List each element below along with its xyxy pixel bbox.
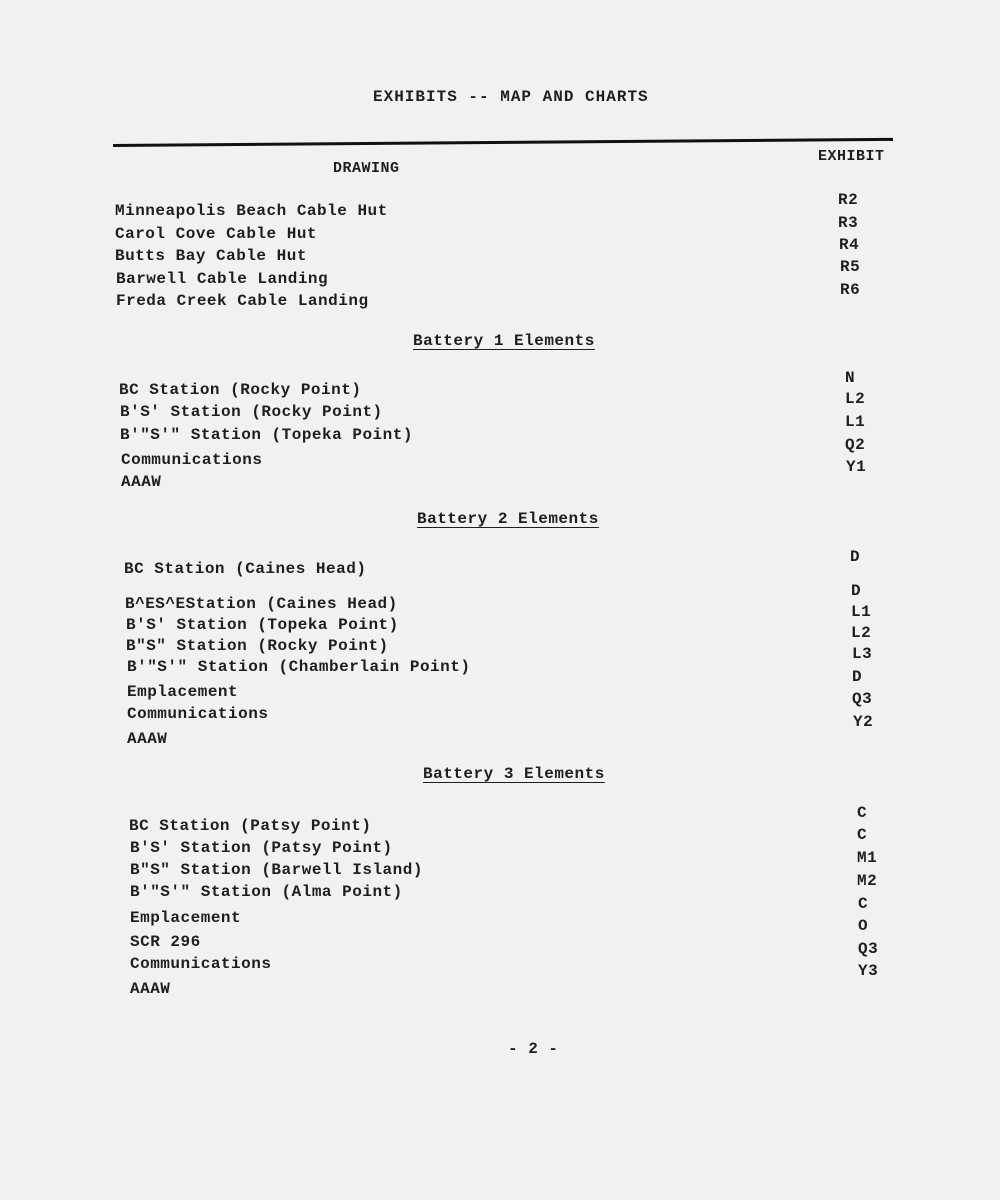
drawing-item: Minneapolis Beach Cable Hut [115, 202, 388, 220]
drawing-item: B'"S'" Station (Chamberlain Point) [127, 658, 471, 676]
exhibit-code: Y3 [858, 962, 879, 980]
drawing-item: B'S' Station (Topeka Point) [126, 616, 399, 634]
drawing-item: BC Station (Caines Head) [124, 560, 367, 578]
exhibit-code: Q3 [852, 690, 873, 708]
drawing-item: AAAW [121, 473, 162, 491]
drawing-item: B"S" Station (Rocky Point) [126, 637, 389, 655]
exhibit-code: L2 [851, 624, 872, 642]
exhibit-code: Q2 [845, 436, 866, 454]
drawing-item: B'S' Station (Rocky Point) [120, 403, 383, 421]
header-rule [113, 138, 893, 147]
drawing-item: BC Station (Rocky Point) [119, 381, 362, 399]
battery-2-heading: Battery 2 Elements [417, 510, 599, 528]
exhibit-code: L1 [845, 413, 866, 431]
exhibit-code: D [851, 582, 862, 600]
drawing-item: B"S" Station (Barwell Island) [130, 861, 423, 879]
drawing-item: Freda Creek Cable Landing [116, 292, 369, 310]
exhibit-code: L1 [851, 603, 872, 621]
exhibit-code: L2 [845, 390, 866, 408]
drawing-item: B'"S'" Station (Topeka Point) [120, 426, 413, 444]
drawing-item: AAAW [127, 730, 168, 748]
drawing-item: B'"S'" Station (Alma Point) [130, 883, 403, 901]
exhibit-code: R6 [840, 281, 861, 299]
drawing-item: Communications [127, 705, 269, 723]
drawing-item: BC Station (Patsy Point) [129, 817, 372, 835]
drawing-item: Communications [121, 451, 263, 469]
exhibit-code: C [857, 826, 868, 844]
exhibit-code: L3 [852, 645, 873, 663]
exhibit-code: R5 [840, 258, 861, 276]
exhibit-code: M1 [857, 849, 878, 867]
exhibit-code: Q3 [858, 940, 879, 958]
exhibit-code: R3 [838, 214, 859, 232]
exhibit-code: Y1 [846, 458, 867, 476]
exhibit-code: Y2 [853, 713, 874, 731]
exhibit-code: R2 [838, 191, 859, 209]
drawing-item: Butts Bay Cable Hut [115, 247, 307, 265]
drawing-item: B^ES^EStation (Caines Head) [125, 595, 398, 613]
exhibit-code: C [857, 804, 868, 822]
drawing-item: Barwell Cable Landing [116, 270, 329, 288]
exhibit-code: C [858, 895, 869, 913]
exhibit-code: D [850, 548, 861, 566]
drawing-item: Communications [130, 955, 272, 973]
drawing-item: B'S' Station (Patsy Point) [130, 839, 393, 857]
page-number: - 2 - [508, 1040, 559, 1058]
exhibit-code: O [858, 917, 869, 935]
exhibit-code: N [845, 369, 856, 387]
drawing-item: AAAW [130, 980, 171, 998]
battery-1-heading: Battery 1 Elements [413, 332, 595, 350]
exhibit-column-header: EXHIBIT [818, 148, 885, 165]
battery-3-heading: Battery 3 Elements [423, 765, 605, 783]
drawing-item: Emplacement [130, 909, 242, 927]
drawing-item: SCR 296 [130, 933, 201, 951]
drawing-item: Emplacement [127, 683, 239, 701]
exhibit-code: R4 [839, 236, 860, 254]
page-title: EXHIBITS -- MAP AND CHARTS [373, 88, 649, 106]
drawing-column-header: DRAWING [333, 160, 400, 177]
exhibit-code: D [852, 668, 863, 686]
drawing-item: Carol Cove Cable Hut [115, 225, 318, 243]
exhibit-code: M2 [857, 872, 878, 890]
